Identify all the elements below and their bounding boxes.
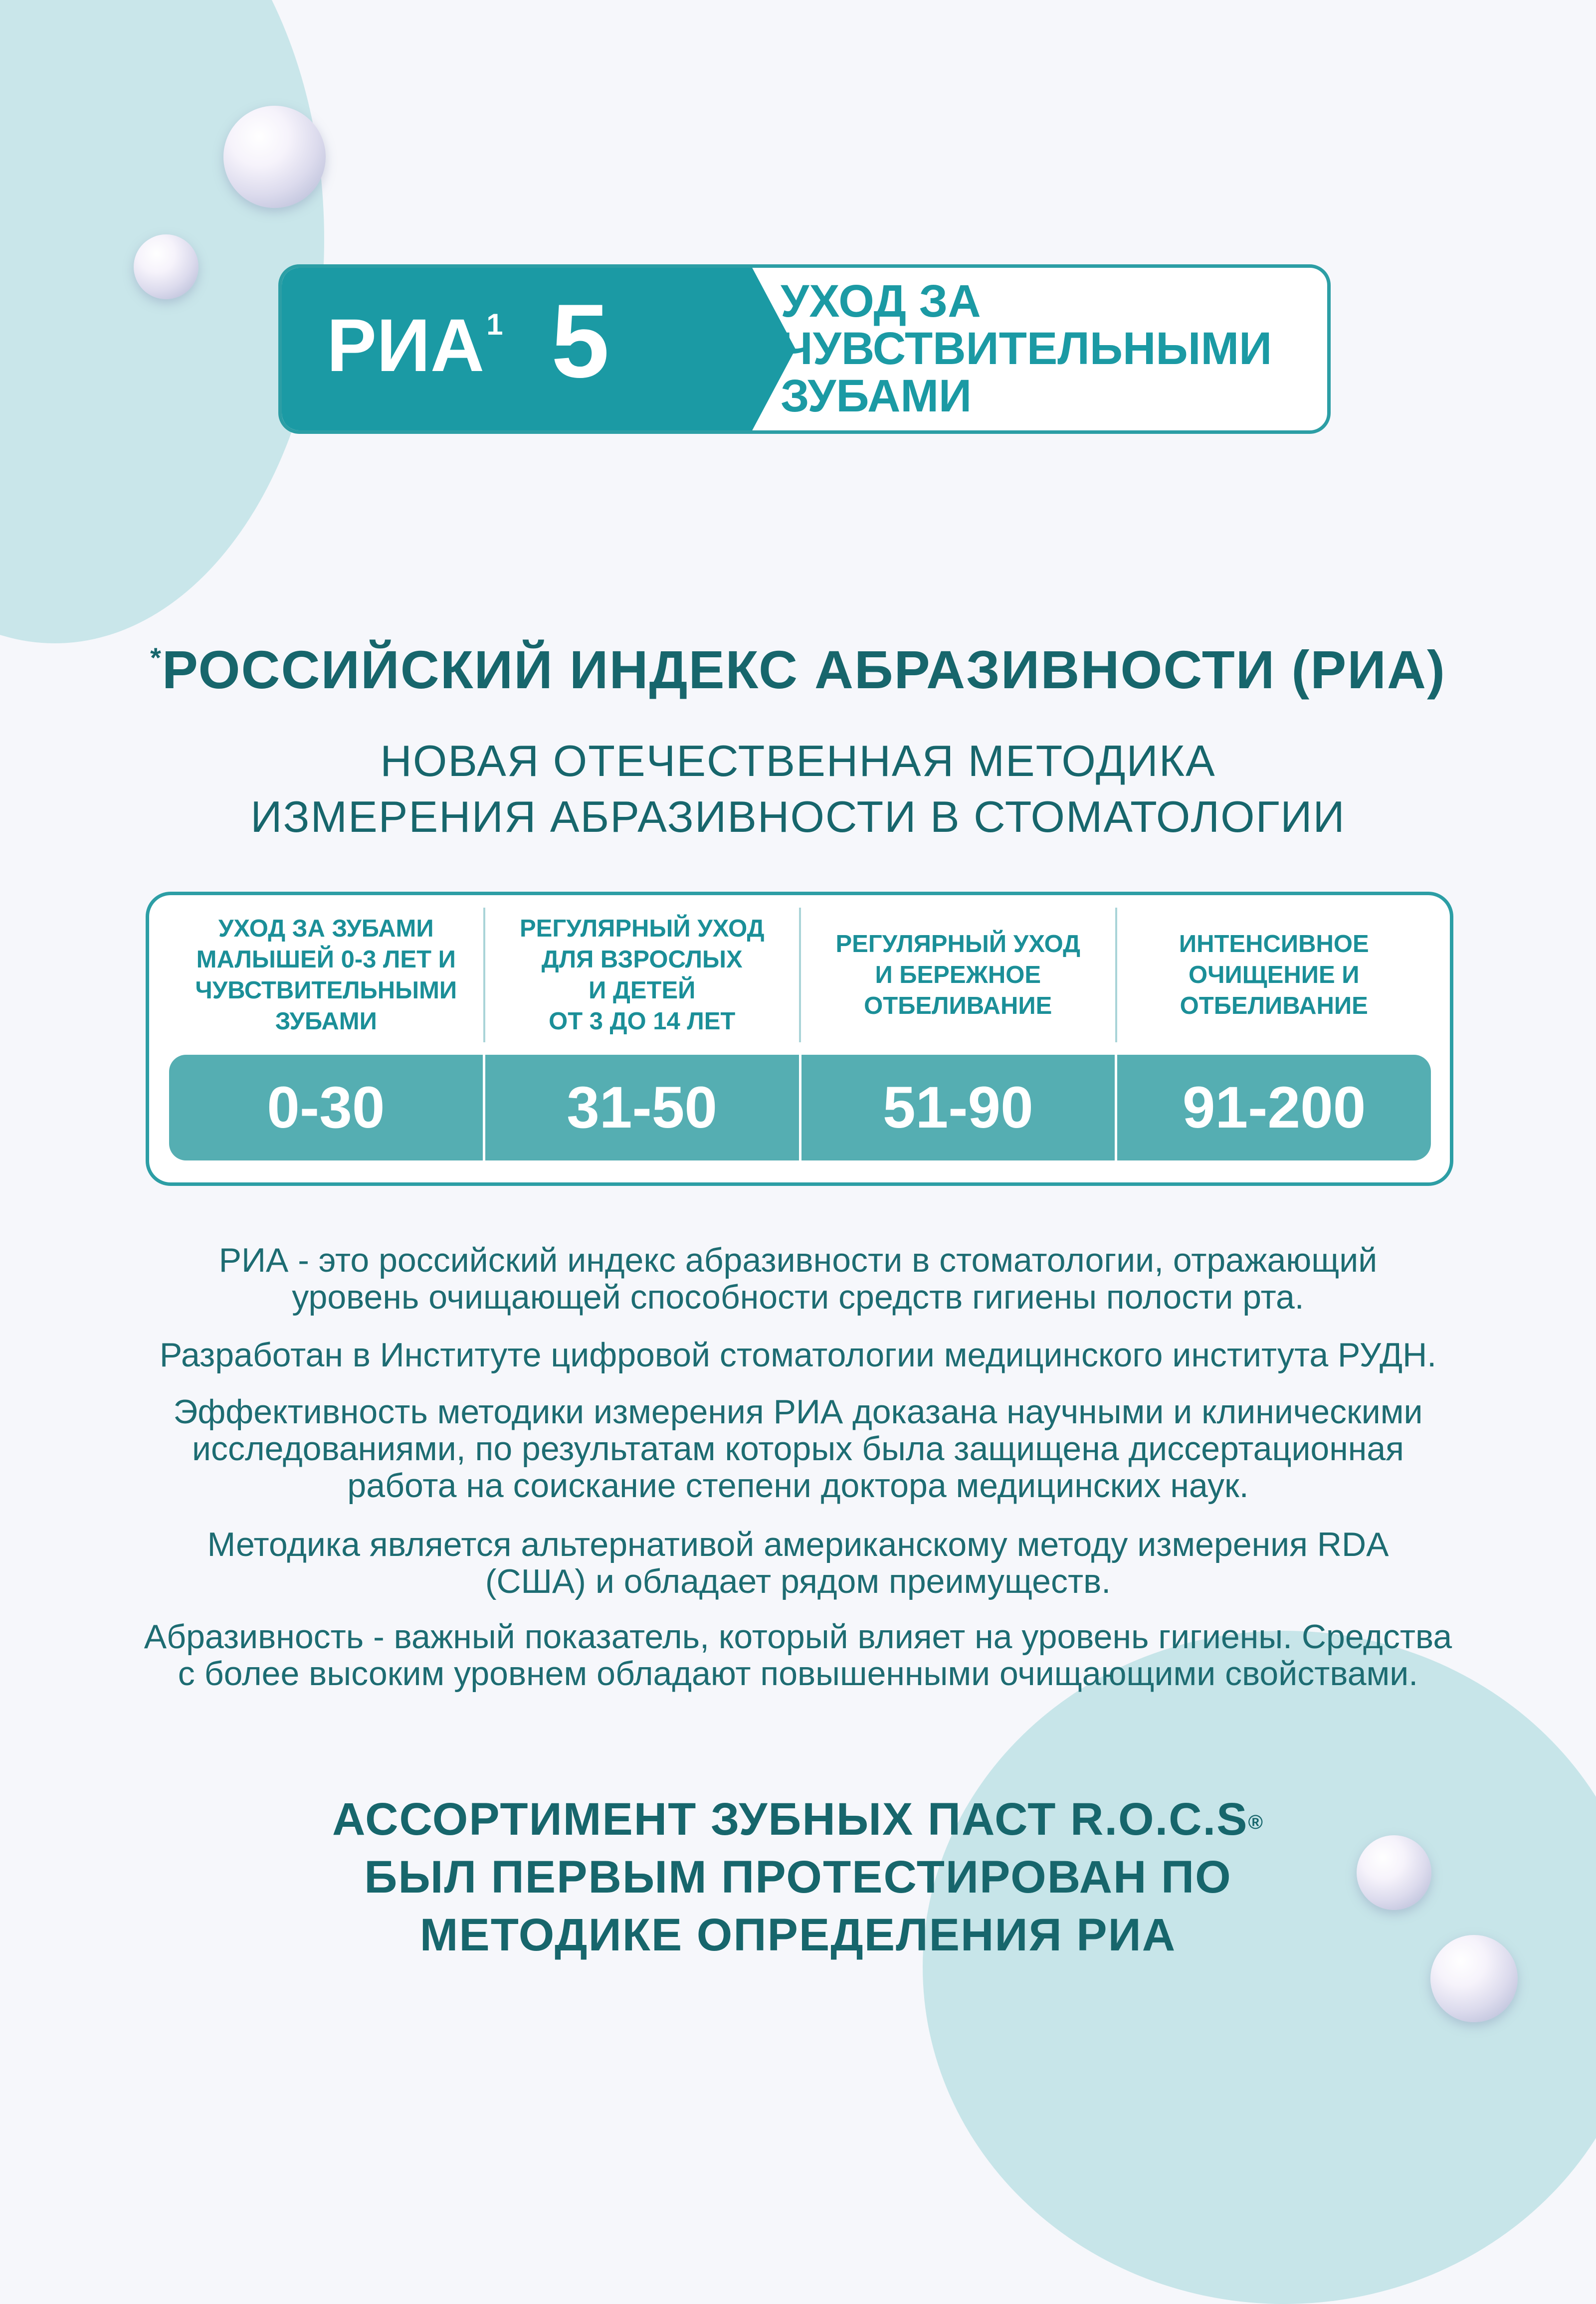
paragraph-line: уровень очищающей способности средств гигиены полости рта. [292,1278,1304,1316]
title-asterisk: * [150,642,162,673]
background-circle-top-left [0,0,324,643]
paragraph-abrasivity [90,1618,1506,1692]
scale-label-line: ОТ 3 ДО 14 ЛЕТ [549,1008,736,1035]
paragraph-origin [90,1337,1506,1373]
scale-label [1117,908,1431,1042]
pearl-decoration-small [134,234,199,299]
ria-category-line: УХОД ЗА [781,276,981,327]
final-line: АССОРТИМЕНТ ЗУБНЫХ ПАСТ R.O.C.S [332,1794,1248,1845]
scale-label-line: УХОД ЗА ЗУБАМИ [218,915,434,942]
page-subtitle [0,733,1596,845]
ria-category [781,278,1304,420]
scale-range-value: 0-30 [169,1055,485,1160]
scale-label-line: ОЧИЩЕНИЕ И [1189,961,1360,988]
paragraph-line: Разработан в Институте цифровой стоматологии медицинского института РУДН. [159,1336,1437,1374]
scale-label-line: РЕГУЛЯРНЫЙ УХОД [519,915,765,942]
scale-range-value: 51-90 [801,1055,1118,1160]
scale-range-value: 91-200 [1182,1075,1366,1141]
scale-label-line: ОТБЕЛИВАНИЕ [864,992,1052,1019]
final-line: МЕТОДИКЕ ОПРЕДЕЛЕНИЯ РИА [419,1910,1177,1960]
paragraph-line: Методика является альтернативой американскому методу измерения RDA [207,1526,1389,1563]
scale-range-value: 31-50 [485,1055,801,1160]
ria-value: 5 [551,282,609,399]
final-line: БЫЛ ПЕРВЫМ ПРОТЕСТИРОВАН ПО [364,1852,1232,1903]
ria-label [327,303,503,387]
scale-label-line: ИНТЕНСИВНОЕ [1179,931,1369,958]
paragraph-line: Эффективность методики измерения РИА доказана научными и клиническими [173,1393,1423,1431]
scale-label-line: РЕГУЛЯРНЫЙ УХОД [835,931,1080,958]
scale-label-line: ДЛЯ ВЗРОСЛЫХ [541,946,743,973]
scale-label-line: И ДЕТЕЙ [589,977,696,1004]
paragraph-line: работа на соискание степени доктора медицинских наук. [347,1467,1249,1505]
paragraph-line: РИА - это российский индекс абразивности в стоматологии, отражающий [218,1241,1378,1279]
final-statement [0,1790,1596,1964]
scale-label [485,908,801,1042]
paragraph-line: исследованиями, по результатам которых была защищена диссертационная [192,1430,1404,1468]
paragraph-efficacy [90,1393,1506,1504]
scale-label-line: И БЕРЕЖНОЕ [875,961,1041,988]
ria-scale-table [146,892,1453,1186]
ria-category-line: ЗУБАМИ [781,371,972,421]
scale-label-line: ОТБЕЛИВАНИЕ [1180,992,1368,1019]
ria-footnote-mark: 1 [486,308,503,341]
scale-label [169,908,485,1042]
scale-label-line: МАЛЫШЕЙ 0-3 ЛЕТ И [196,946,456,973]
paragraph-line: Абразивность - важный показатель, который влияет на уровень гигиены. Средства [144,1618,1452,1656]
subtitle-line: НОВАЯ ОТЕЧЕСТВЕННАЯ МЕТОДИКА [380,736,1216,785]
paragraph-definition [90,1242,1506,1316]
subtitle-line: ИЗМЕРЕНИЯ АБРАЗИВНОСТИ В СТОМАТОЛОГИИ [250,792,1346,841]
scale-values-bar [169,1055,1431,1160]
paragraph-alternative [90,1526,1506,1600]
scale-labels-row [169,908,1431,1042]
paragraph-line: (США) и обладает рядом преимуществ. [485,1562,1111,1600]
scale-label [801,908,1117,1042]
scale-label-line: ЧУВСТВИТЕЛЬНЫМИ [195,977,457,1004]
title-text: РОССИЙСКИЙ ИНДЕКС АБРАЗИВНОСТИ (РИА) [162,639,1446,700]
ria-category-line: ЧУВСТВИТЕЛЬНЫМИ [781,323,1272,374]
ria-badge [278,264,1331,434]
registered-mark: ® [1248,1811,1264,1833]
scale-label-line: ЗУБАМИ [275,1008,377,1035]
paragraph-line: с более высоким уровнем обладают повышенными очищающими свойствами. [178,1655,1418,1693]
page-title [0,638,1596,701]
ria-label-text: РИА [327,303,485,387]
pearl-decoration-large [223,106,326,208]
